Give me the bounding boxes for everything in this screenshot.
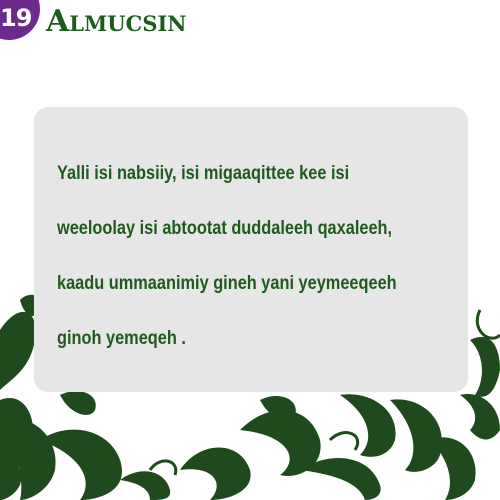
leaf-shape bbox=[390, 399, 442, 472]
leaf-shape bbox=[0, 312, 36, 390]
text-card bbox=[34, 107, 468, 392]
leaf-shape bbox=[470, 337, 500, 397]
leaf-shape bbox=[60, 391, 96, 415]
vine-curl bbox=[477, 310, 500, 338]
text-line: Yalli isi nabsiiy, isi migaaqittee kee isi bbox=[57, 163, 350, 184]
leaf-shape bbox=[430, 437, 476, 500]
text-line: kaadu ummaanimiy gineh yani yeymeeqeeh bbox=[57, 273, 397, 294]
page-title: Almucsin bbox=[46, 4, 187, 39]
text-line: weeloolay isi abtootat duddaleeh qaxaleeh, bbox=[57, 218, 393, 239]
vine-curl bbox=[330, 433, 358, 450]
chapter-number: 19 bbox=[0, 4, 32, 32]
text-line: ginoh yemeqeh . bbox=[57, 328, 186, 349]
leaf-shape bbox=[180, 448, 251, 500]
leaf-shape bbox=[340, 394, 396, 457]
leaf-shape bbox=[460, 394, 500, 439]
leaf-shape bbox=[120, 471, 170, 500]
leaf-shape bbox=[300, 458, 381, 500]
